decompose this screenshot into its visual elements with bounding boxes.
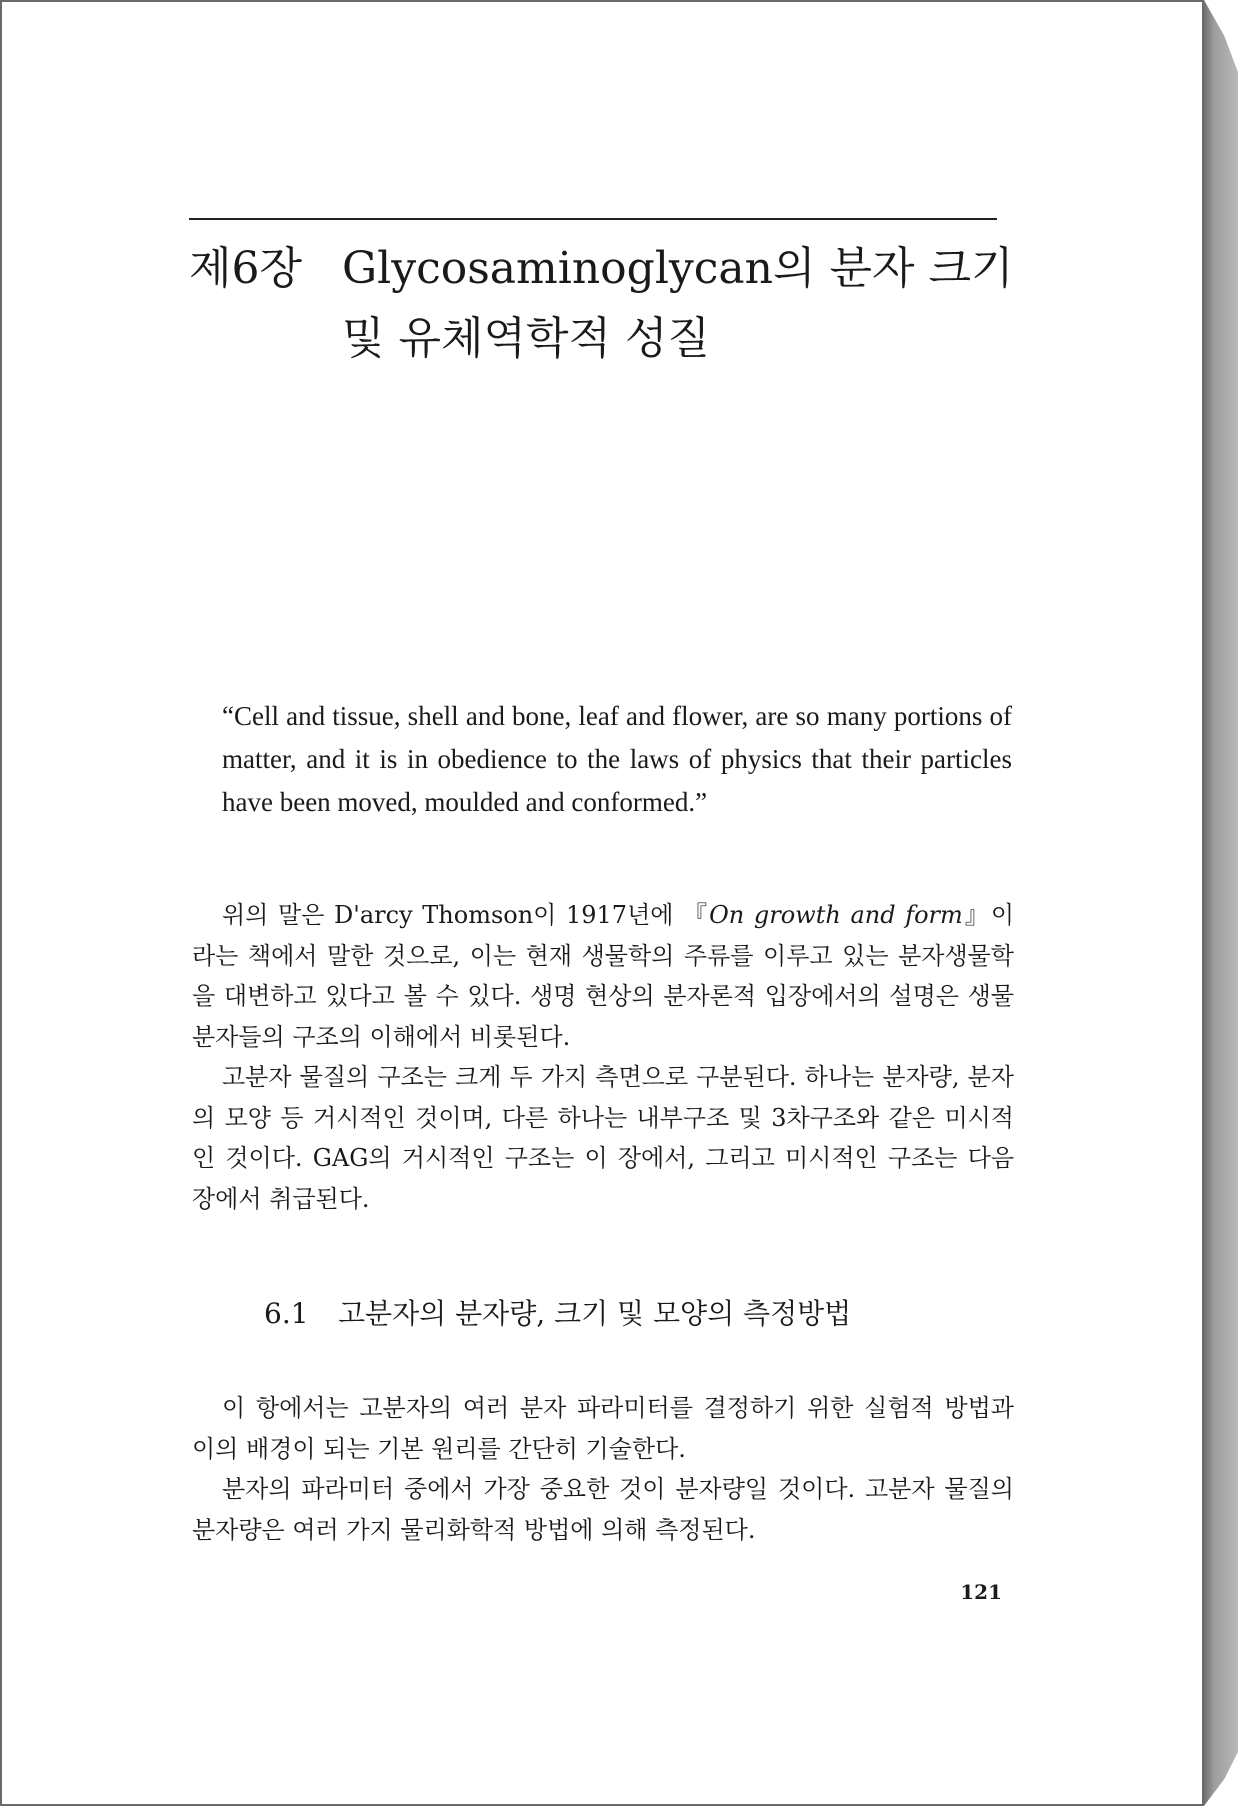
section-paragraph-2: 분자의 파라미터 중에서 가장 중요한 것이 분자량일 것이다. 고분자 물질의 분자량은 여러 가지 물리화학적 방법에 의해 측정된다.	[192, 1475, 1014, 1544]
intro-paragraph-1	[192, 895, 1014, 1057]
intro-paragraphs	[192, 895, 1014, 1219]
book-title: On growth and form	[709, 901, 963, 929]
epigraph-quote	[222, 695, 1012, 824]
section-heading	[264, 1294, 1004, 1334]
chapter-title-line2: 및 유체역학적 성질	[342, 313, 711, 364]
chapter-title-line1	[189, 234, 1019, 304]
chapter-rule	[189, 218, 997, 220]
section-number: 6.1	[264, 1297, 309, 1330]
section-paragraph-1: 이 항에서는 고분자의 여러 분자 파라미터를 결정하기 위한 실험적 방법과 이의 배경이 되는 기본 원리를 간단히 기술한다.	[192, 1394, 1014, 1463]
chapter-number: 제6장	[189, 243, 303, 294]
section-title: 고분자의 분자량, 크기 및 모양의 측정방법	[338, 1297, 852, 1330]
page-edge-shadow	[1204, 0, 1238, 1806]
intro-paragraph-2: 고분자 물질의 구조는 크게 두 가지 측면으로 구분된다. 하나는 분자량, 분자의 모양 등 거시적인 것이며, 다른 하나는 내부구조 및 3차구조와 같은 미시적인 것이다. GAG의 거시적인 구조는 이 장에서, 그리고 미시적인 구조는 다음 장에서 취급된다.	[192, 1063, 1014, 1213]
intro-p1-prefix: 위의 말은 D'arcy Thomson이 1917년에 『	[222, 901, 710, 929]
intro-p1-rest: 』이라는 책에서 말한 것으로, 이는 현재 생물학의 주류를 이루고 있는 분자생물학을 대변하고 있다고 볼 수 있다. 생명 현상의 분자론적 입장에서의 설명은 생물분자들의 구조의 이해에서 비롯된다.	[192, 901, 1015, 1051]
quote-text: “Cell and tissue, shell and bone, leaf and flower, are so many portions of matter, and it is in obedience to the laws of physics that their particles have been moved, moulded and conformed.”	[222, 701, 1012, 817]
page-number: 121	[960, 1580, 1002, 1604]
chapter-title-text1: Glycosaminoglycan의 분자 크기	[342, 243, 1014, 294]
section-paragraphs	[192, 1388, 1014, 1550]
chapter-title	[189, 234, 1019, 374]
